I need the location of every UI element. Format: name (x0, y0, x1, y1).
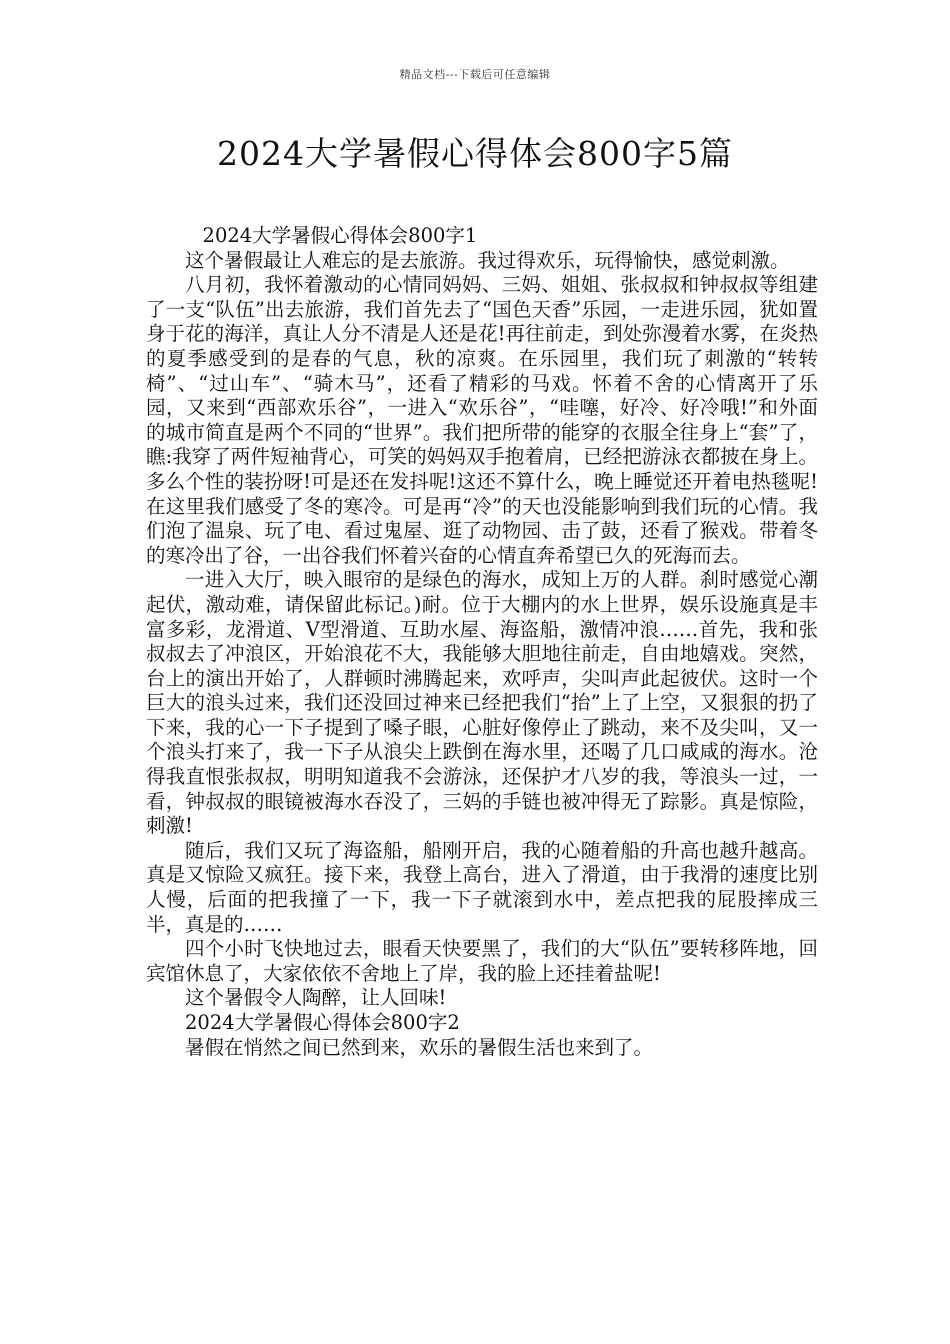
paragraph: 这个暑假最让人难忘的是去旅游。我过得欢乐，玩得愉快，感觉刺激。 (185, 248, 790, 272)
document-body (146, 224, 818, 1060)
paragraph: 随后，我们又玩了海盗船，船刚开启，我的心随着船的升高也越升越高。真是又惊险又疯狂。接下来，我登上高台，进入了滑道，由于我滑的速度比别人慢，后面的把我撞了一下，我一下子就滚到水中，差点把我的屁股摔成三半，真是的…… (146, 838, 818, 936)
header-note: 精品文档---下载后可任意编辑 (399, 68, 551, 81)
paragraph: 暑假在悄然之间已然到来，欢乐的暑假生活也来到了。 (185, 1035, 654, 1059)
paragraph: 这个暑假令人陶醉，让人回味! (185, 986, 447, 1010)
section-heading: 2024大学暑假心得体会800字1 (202, 224, 478, 247)
paragraph: 八月初，我怀着激动的心情同妈妈、三妈、姐姐、张叔叔和钟叔叔等组建了一支“队伍”出去旅游，我们首先去了“国色天香”乐园，一走进乐园，犹如置身于花的海洋，真让人分不清是人还是花!再往前走，到处弥漫着水雾，在炎热的夏季感受到的是春的气息，秋的凉爽。在乐园里，我们玩了刺激的“转转椅”、“过山车”、“骑木马”，还看了精彩的马戏。怀着不舍的心情离开了乐园，又来到“西部欢乐谷”，一进入“欢乐谷”，“哇噻，好冷、好冷哦!”和外面的城市简直是两个不同的“世界”。我们把所带的能穿的衣服全往身上“套”了，瞧:我穿了两件短袖背心，可笑的妈妈双手抱着肩，已经把游泳衣都披在身上。多么个性的装扮呀!可是还在发抖呢!这还不算什么，晚上睡觉还开着电热毯呢!在这里我们感受了冬的寒冷。可是再“冷”的天也没能影响到我们玩的心情。我们泡了温泉、玩了电、看过鬼屋、逛了动物园、击了鼓，还看了猴戏。带着冬的寒冷出了谷，一出谷我们怀着兴奋的心情直奔希望已久的死海而去。 (146, 273, 818, 567)
section-heading: 2024大学暑假心得体会800字2 (185, 1011, 460, 1034)
paragraph: 四个小时飞快地过去，眼看天快要黑了，我们的大“队伍”要转移阵地，回宾馆休息了，大家依依不舍地上了岸，我的脸上还挂着盐呢! (146, 937, 818, 985)
document-title: 2024大学暑假心得体会800字5篇 (217, 134, 733, 173)
paragraph: 一进入大厅，映入眼帘的是绿色的海水，成知上万的人群。刹时感觉心潮起伏，激动难，请保留此标记。)耐。位于大棚内的水上世界，娱乐设施真是丰富多彩，龙滑道、V型滑道、互助水屋、海盗船，激情冲浪……首先，我和张叔叔去了冲浪区，开始浪花不大，我能够大胆地往前走，自由地嬉戏。突然，台上的演出开始了，人群顿时沸腾起来，欢呼声，尖叫声此起彼伏。这时一个巨大的浪头过来，我们还没回过神来已经把我们“抬”上了上空，又狠狠的扔了下来，我的心一下子提到了嗓子眼，心脏好像停止了跳动，来不及尖叫，又一个浪头打来了，我一下子从浪尖上跌倒在海水里，还喝了几口咸咸的海水。沧得我直恨张叔叔，明明知道我不会游泳，还保护才八岁的我，等浪头一过，一看，钟叔叔的眼镜被海水吞没了，三妈的手链也被冲得无了踪影。真是惊险，刺激! (146, 568, 818, 838)
